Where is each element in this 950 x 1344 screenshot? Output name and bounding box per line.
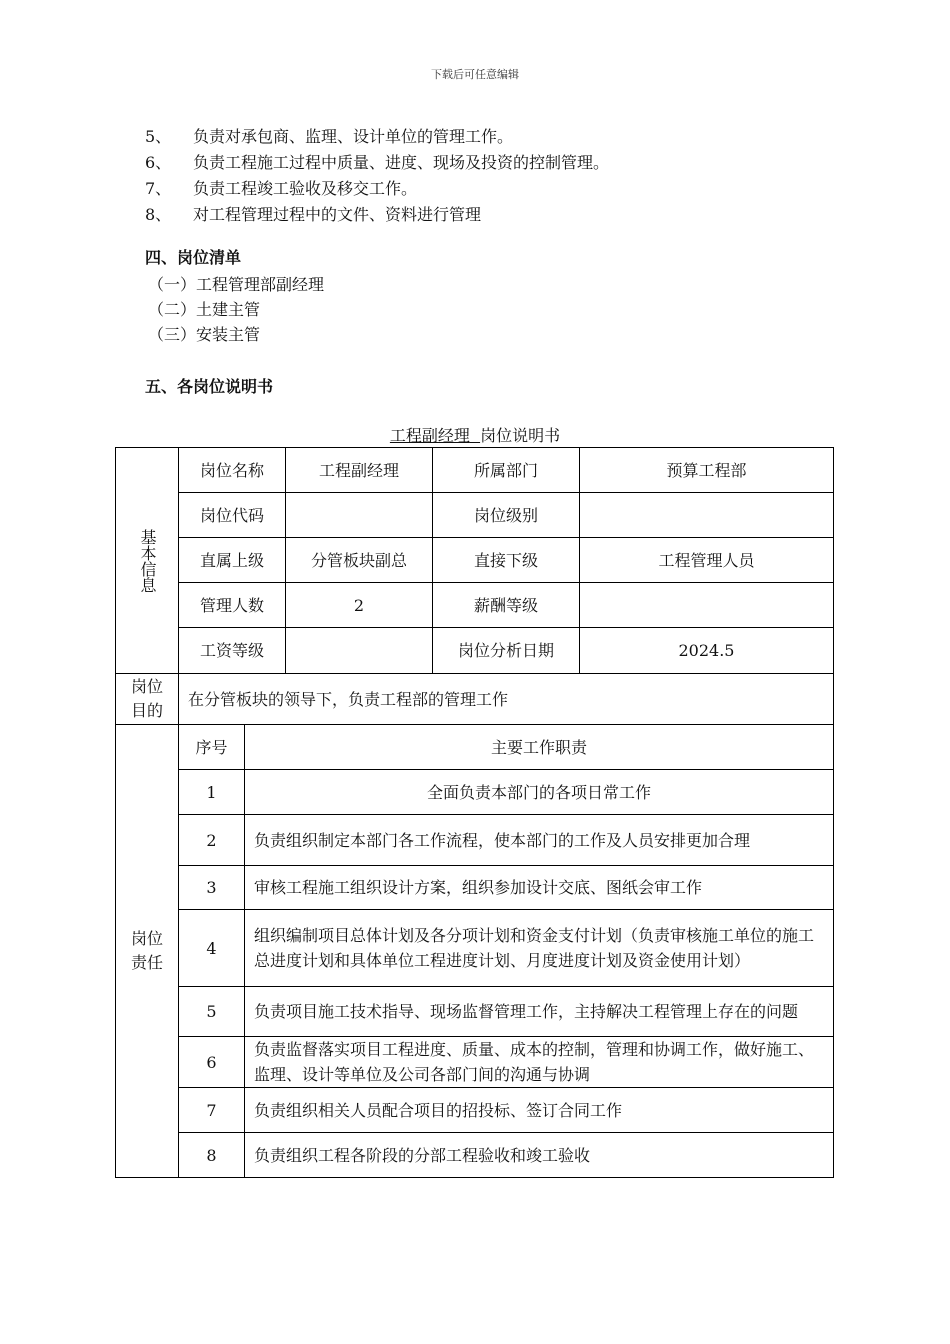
field-value [579, 582, 834, 628]
field-value: 工程管理人员 [579, 537, 834, 583]
field-value [579, 492, 834, 538]
field-value: 分管板块副总 [285, 537, 433, 583]
section-4-title: 四、岗位清单 [145, 248, 242, 267]
row-text: 负责组织工程各阶段的分部工程验收和竣工验收 [244, 1132, 834, 1178]
row-number: 7 [178, 1087, 245, 1133]
list-item: 8、 对工程管理过程中的文件、资料进行管理 [145, 205, 482, 224]
list-item: 7、 负责工程竣工验收及移交工作。 [145, 179, 418, 198]
row-text: 审核工程施工组织设计方案，组织参加设计交底、图纸会审工作 [244, 865, 834, 910]
field-value: 2 [285, 582, 433, 628]
field-label: 工资等级 [178, 627, 286, 674]
column-header-no: 序号 [178, 724, 245, 770]
row-text: 负责组织制定本部门各工作流程，使本部门的工作及人员安排更加合理 [244, 814, 834, 866]
field-label: 岗位级别 [432, 492, 580, 538]
row-text: 全面负责本部门的各项日常工作 [244, 769, 834, 815]
row-text: 负责组织相关人员配合项目的招投标、签订合同工作 [244, 1087, 834, 1133]
purpose-text: 在分管板块的领导下，负责工程部的管理工作 [178, 673, 834, 725]
field-label: 岗位名称 [178, 447, 286, 493]
caption-suffix: 岗位说明书 [480, 426, 561, 445]
row-number: 5 [178, 986, 245, 1037]
row-number: 4 [178, 909, 245, 987]
row-number: 2 [178, 814, 245, 866]
column-header-desc: 主要工作职责 [244, 724, 834, 770]
field-label: 薪酬等级 [432, 582, 580, 628]
field-value [285, 492, 433, 538]
field-value: 2024.5 [579, 627, 834, 674]
field-label: 岗位分析日期 [432, 627, 580, 674]
basic-info-label: 基本信息 [115, 447, 179, 674]
list-item: （三）安装主管 [148, 325, 261, 344]
list-item: （一）工程管理部副经理 [148, 275, 325, 294]
list-item: 5、 负责对承包商、监理、设计单位的管理工作。 [145, 127, 514, 146]
duty-list [145, 124, 609, 228]
field-value [285, 627, 433, 674]
field-value: 工程副经理 [285, 447, 433, 493]
row-text: 负责项目施工技术指导、现场监督管理工作，主持解决工程管理上存在的问题 [244, 986, 834, 1037]
field-label: 管理人数 [178, 582, 286, 628]
table-caption [0, 423, 950, 446]
row-text: 组织编制项目总体计划及各分项计划和资金支付计划（负责审核施工单位的施工总进度计划和具体单位工程进度计划、月度进度计划及资金使用计划） [244, 909, 834, 987]
purpose-label: 岗位目的 [115, 673, 179, 725]
row-number: 6 [178, 1036, 245, 1088]
field-label: 直属上级 [178, 537, 286, 583]
field-label: 岗位代码 [178, 492, 286, 538]
row-number: 1 [178, 769, 245, 815]
caption-title: 工程副经理 [389, 426, 470, 445]
row-number: 8 [178, 1132, 245, 1178]
field-value: 预算工程部 [579, 447, 834, 493]
row-number: 3 [178, 865, 245, 910]
post-list [148, 272, 324, 347]
section-5-title: 五、各岗位说明书 [145, 377, 274, 396]
list-item: （二）土建主管 [148, 300, 261, 319]
header-note: 下载后可任意编辑 [431, 68, 519, 81]
field-label: 所属部门 [432, 447, 580, 493]
responsibilities-label: 岗位责任 [115, 724, 179, 1178]
row-text: 负责监督落实项目工程进度、质量、成本的控制，管理和协调工作，做好施工、监理、设计等单位及公司各部门间的沟通与协调 [244, 1036, 834, 1088]
list-item: 6、 负责工程施工过程中质量、进度、现场及投资的控制管理。 [145, 153, 610, 172]
field-label: 直接下级 [432, 537, 580, 583]
